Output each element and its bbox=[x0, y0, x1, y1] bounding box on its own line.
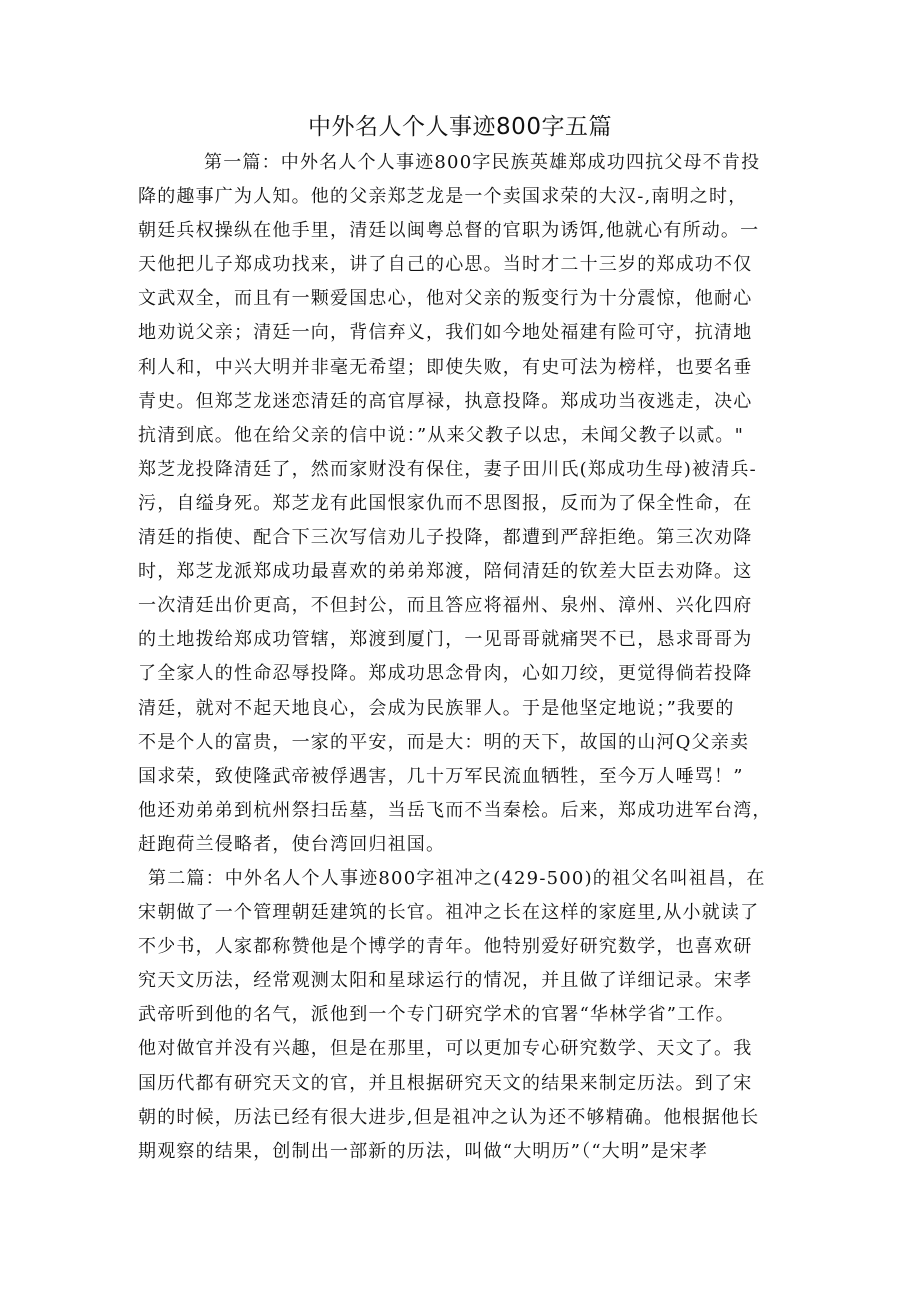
text-line: 武帝听到他的名气，派他到一个专门研究学术的官署“华林学省”工作。 bbox=[138, 1004, 735, 1026]
text-line: 朝的时候，历法已经有很大进步,但是祖冲之认为还不够精确。他根据他长 bbox=[138, 1106, 760, 1128]
text-line: 国求荣，致使隆武帝被俘遇害，几十万军民流血牺牲，至今万人唾骂！” bbox=[138, 765, 744, 787]
text-line: 朝廷兵权操纵在他手里，清廷以闽粤总督的官职为诱饵,他就心有所动。一 bbox=[138, 220, 760, 242]
text-line: 清廷，就对不起天地良心，会成为民族罪人。于是他坚定地说；”我要的 bbox=[138, 697, 735, 719]
page-title: 中外名人个人事迹800字五篇 bbox=[308, 114, 612, 140]
text-line: 清廷的指使、配合下三次写信劝儿子投降，都遭到严辞拒绝。第三次劝降 bbox=[138, 527, 753, 549]
text-line: 地劝说父亲；清廷一向，背信弃义，我们如今地处福建有险可守，抗清地 bbox=[138, 322, 753, 344]
text-line: 时，郑芝龙派郑成功最喜欢的弟弟郑渡，陪伺清廷的钦差大臣去劝降。这 bbox=[138, 561, 753, 583]
text-line: 一次清廷出价更高，不但封公，而且答应将福州、泉州、漳州、兴化四府 bbox=[138, 595, 753, 617]
paragraph-second bbox=[138, 862, 800, 1169]
text-line: 国历代都有研究天文的官，并且根据研究天文的结果来制定历法。到了宋 bbox=[138, 1072, 753, 1094]
text-line: 他还劝弟弟到杭州祭扫岳墓，当岳飞而不当秦桧。后来，郑成功进军台湾， bbox=[138, 799, 772, 821]
document-body bbox=[138, 146, 800, 1169]
text-line: 污，自缢身死。郑芝龙有此国恨家仇而不思图报，反而为了保全性命，在 bbox=[138, 492, 753, 514]
text-line: 青史。但郑芝龙迷恋清廷的高官厚禄，执意投降。郑成功当夜逃走，决心 bbox=[138, 390, 753, 412]
text-line: 赶跑荷兰侵略者，使台湾回归祖国。 bbox=[138, 833, 446, 855]
text-line: 不少书，人家都称赞他是个博学的青年。他特别爱好研究数学，也喜欢研 bbox=[138, 936, 753, 958]
text-line: 郑芝龙投降清廷了，然而家财没有保住，妻子田川氏(郑成功生母)被清兵- bbox=[138, 458, 757, 480]
text-line: 了全家人的性命忍辱投降。郑成功思念骨肉，心如刀绞，更觉得倘若投降 bbox=[138, 663, 753, 685]
text-line: 期观察的结果，创制出一部新的历法，叫做“大明历”（“大明”是宋孝 bbox=[138, 1140, 709, 1162]
text-line: 文武双全，而且有一颗爱国忠心，他对父亲的叛变行为十分震惊，他耐心 bbox=[138, 288, 753, 310]
text-line: 利人和，中兴大明并非毫无希望；即使失败，有史可法为榜样，也要名垂 bbox=[138, 356, 753, 378]
text-line: 宋朝做了一个管理朝廷建筑的长官。祖冲之长在这样的家庭里,从小就读了 bbox=[138, 902, 760, 924]
text-line: 的土地拨给郑成功管辖，郑渡到厦门，一见哥哥就痛哭不已，恳求哥哥为 bbox=[138, 629, 753, 651]
text-line: 不是个人的富贵，一家的平安，而是大：明的天下，故国的山河Q父亲卖 bbox=[138, 731, 750, 753]
text-line: 第一篇：中外名人个人事迹800字民族英雄郑成功四抗父母不肯投 bbox=[204, 152, 761, 173]
text-line: 降的趣事广为人知。他的父亲郑芝龙是一个卖国求荣的大汉-,南明之时， bbox=[138, 186, 748, 208]
text-line: 抗清到底。他在给父亲的信中说：”从来父教子以忠，未闻父教子以贰。" bbox=[138, 424, 745, 446]
text-line: 究天文历法，经常观测太阳和星球运行的情况，并且做了详细记录。宋孝 bbox=[138, 970, 753, 992]
text-line: 第二篇：中外名人个人事迹800字祖冲之(429-500)的祖父名叫祖昌，在 bbox=[148, 867, 766, 889]
text-line: 天他把儿子郑成功找来，讲了自己的心思。当时才二十三岁的郑成功不仅 bbox=[138, 254, 753, 276]
text-line: 他对做官并没有兴趣，但是在那里，可以更加专心研究数学、天文了。我 bbox=[138, 1038, 753, 1060]
paragraph-first bbox=[138, 146, 800, 862]
